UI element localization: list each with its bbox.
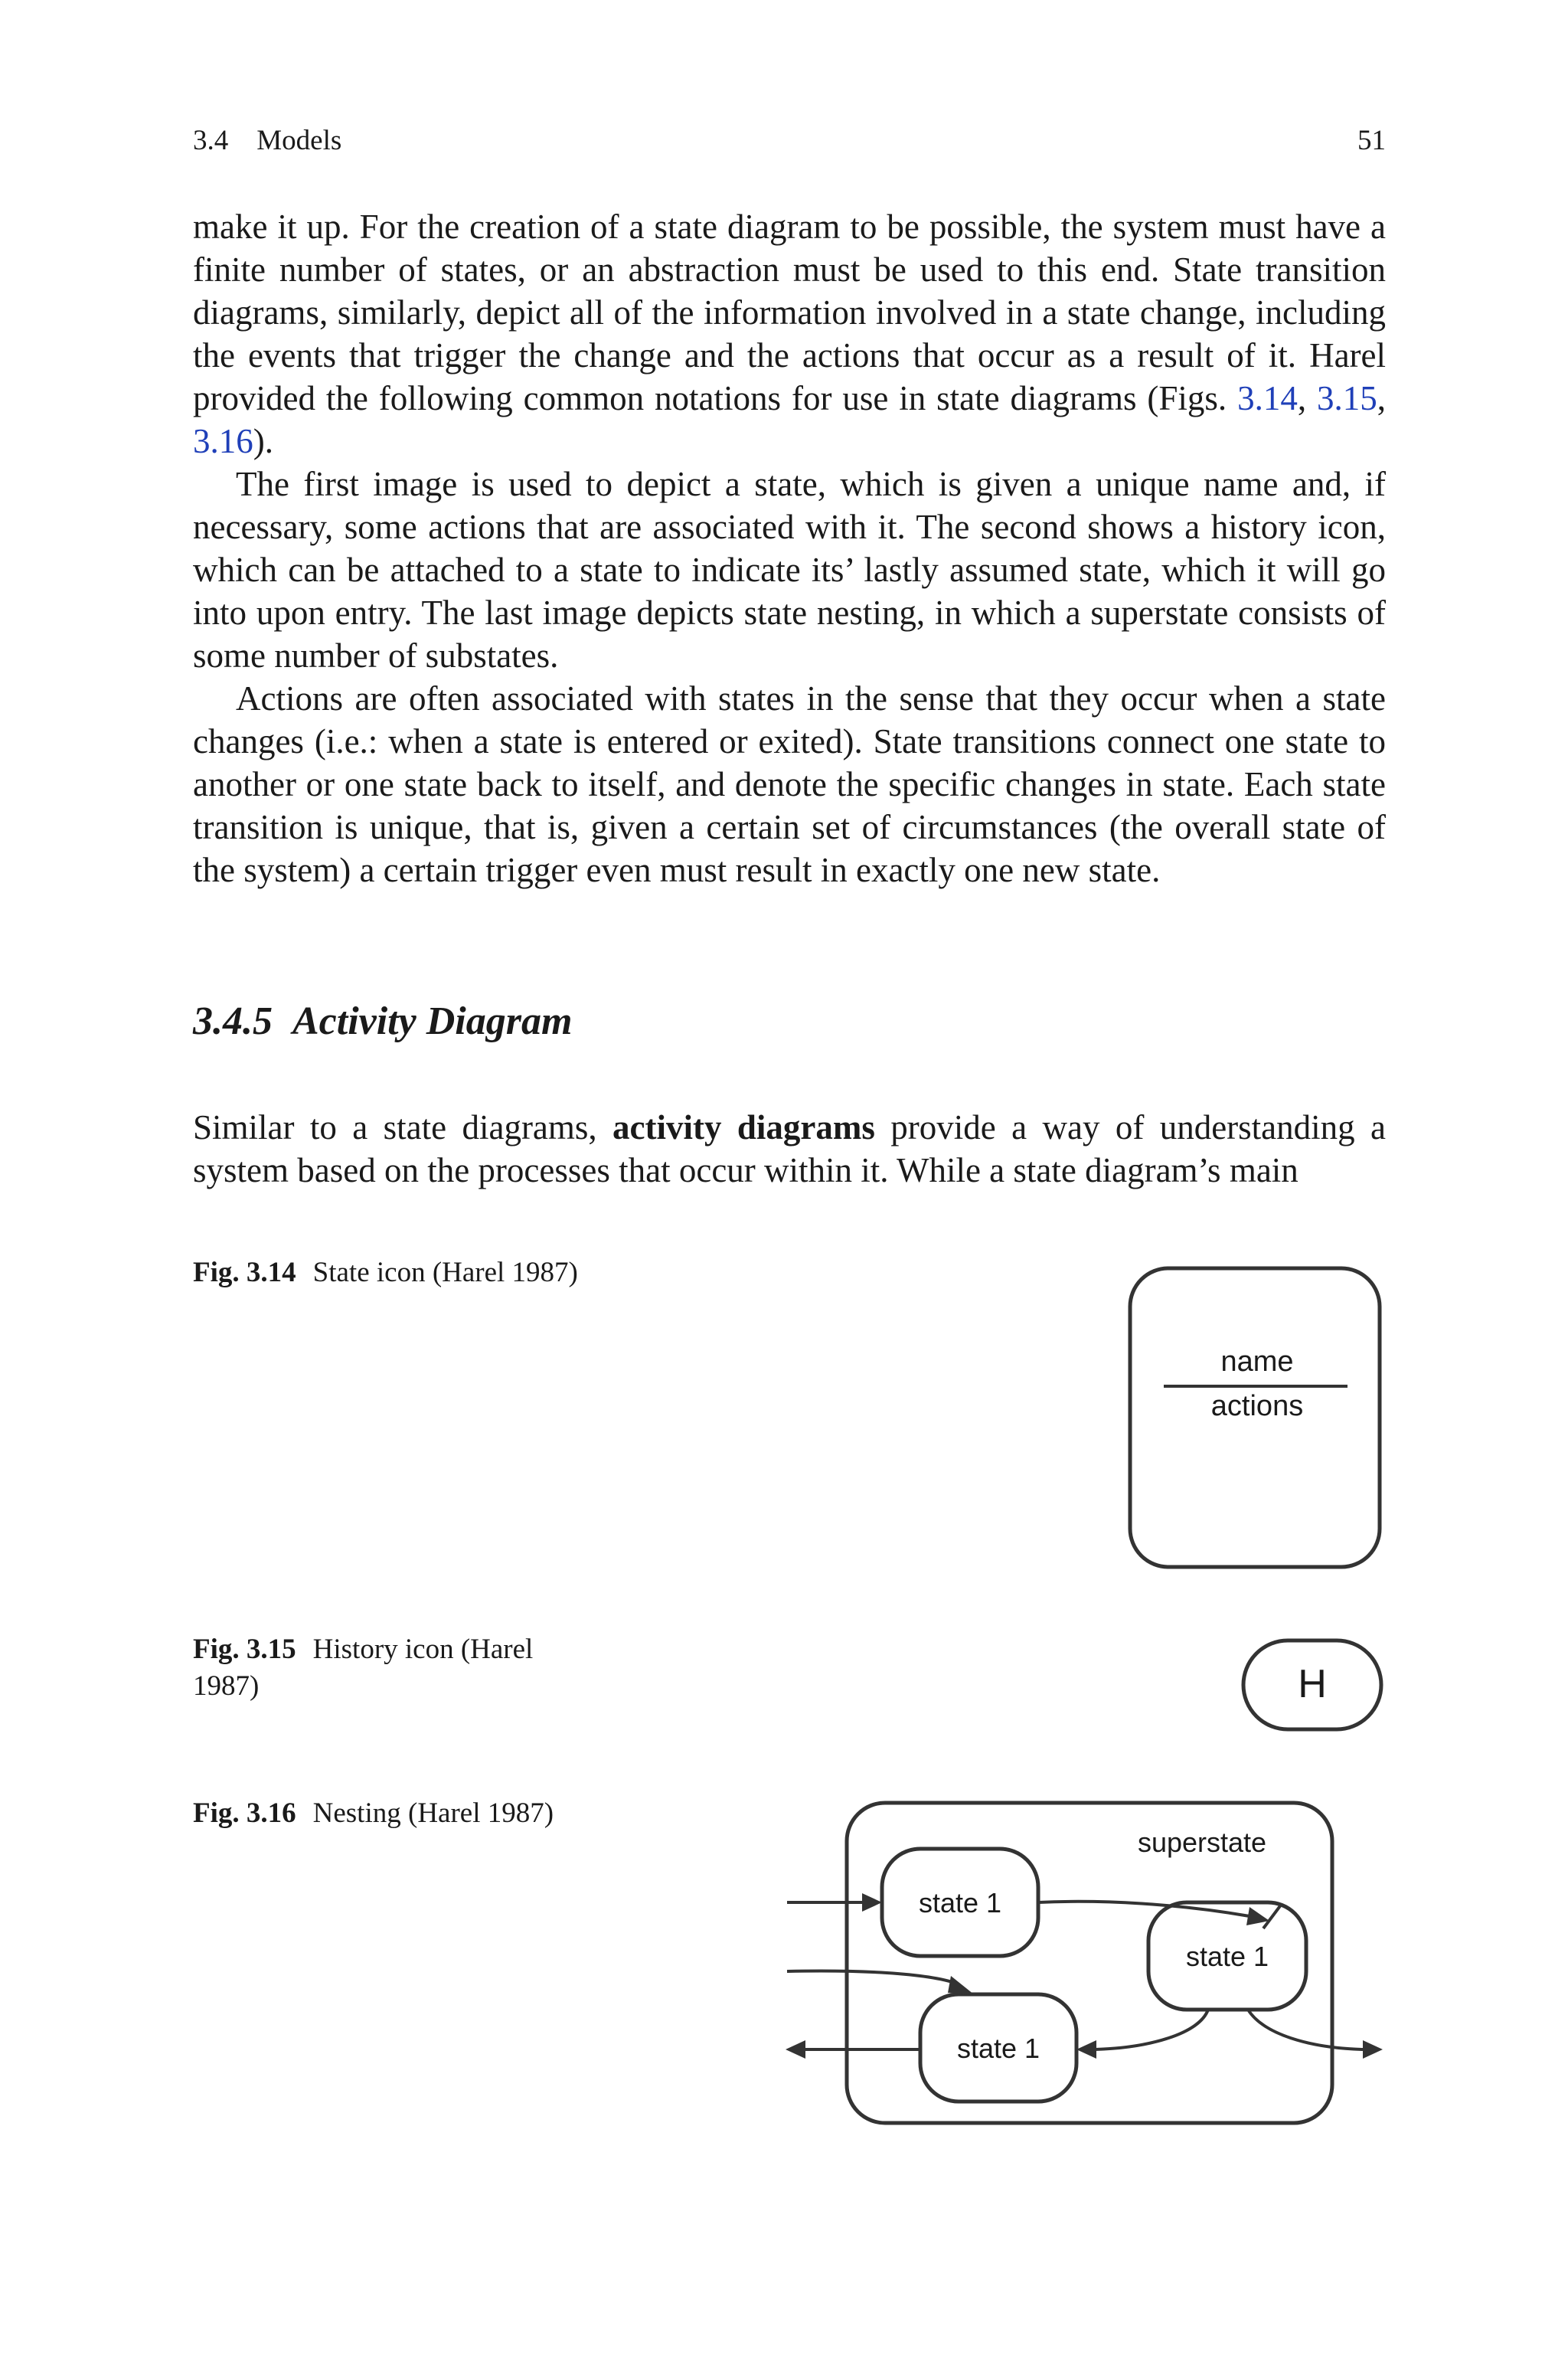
paragraph-4 (193, 1106, 1386, 1192)
running-head-section: 3.4 Models (193, 125, 342, 156)
body-text-top (193, 205, 1386, 891)
paragraph-1-text: make it up. For the creation of a state diagram to be possible, the system must have a finite number of states, or an abstraction must be used to this end. State transition diagrams, similarly, depict all of the information involved in a state change, including the events that trigger the change and the actions that occur as a result of it. Harel provided the following common notations for use in state diagrams (Figs. (193, 208, 1386, 417)
page-number: 51 (1357, 125, 1386, 156)
arrowhead-b-to-c (1076, 2040, 1096, 2059)
paragraph-2: The first image is used to depict a state, which is given a unique name and, if necessary, some actions that are associated with it. The second shows a history icon, which can be attached to a state to indicate its’ lastly assumed state, which it will go into upon entry. The last image depicts state nesting, in which a superstate consists of some number of substates. (193, 465, 1386, 675)
figure-history-icon (1240, 1637, 1386, 1735)
figure-caption-text: History icon (Harel 1987) (193, 1634, 534, 1702)
subsection-title: Activity Diagram (292, 999, 573, 1043)
ref-separator-2: , (1377, 379, 1387, 417)
transition-arrow-into-state-c (787, 1971, 957, 1984)
figure-nesting (773, 1792, 1401, 2137)
subsection-heading (193, 997, 572, 1046)
figure-label: Fig. 3.15 (193, 1634, 296, 1665)
transition-arrow-exit-right (1248, 2010, 1363, 2049)
arrowhead-exit-right (1363, 2040, 1383, 2059)
paragraph-4-pre: Similar to a state diagrams, (193, 1108, 613, 1146)
paragraph-1-end: ). (253, 422, 273, 460)
ref-separator-1: , (1297, 379, 1318, 417)
state-label-a: state 1 (918, 1887, 1002, 1918)
paragraph-4-post: provide a way of understanding a system based on the processes that occur within it. While a state diagram’s main (193, 1108, 1386, 1189)
figure-caption-text: State icon (Harel 1987) (312, 1257, 578, 1288)
figure-caption-text: Nesting (Harel 1987) (312, 1797, 554, 1829)
figure-state-icon (1125, 1264, 1386, 1570)
paragraph-3: Actions are often associated with states in the sense that they occur when a state changes (i.e.: when a state is entered or exited). State transitions connect one state to another or one state back to itself, and denote the specific changes in state. Each state transition is unique, that is, given a certain set of circumstances (the overall state of the system) a certain trigger even must result in exactly one new state. (193, 679, 1386, 889)
figure-label: Fig. 3.16 (193, 1797, 296, 1829)
figure-ref-3-14[interactable]: 3.14 (1237, 379, 1298, 417)
state-actions-label: actions (1210, 1390, 1304, 1422)
figure-caption-3-15 (193, 1631, 591, 1705)
body-text-activity (193, 1106, 1386, 1192)
arrowhead-into-state-c (948, 1976, 974, 1994)
subsection-number: 3.4.5 (193, 999, 273, 1043)
term-activity-diagrams: activity diagrams (612, 1108, 875, 1146)
figure-ref-3-16[interactable]: 3.16 (193, 422, 253, 460)
state-label-b: state 1 (1185, 1941, 1269, 1972)
arrowhead-into-state-a (862, 1893, 882, 1912)
figure-caption-3-16 (193, 1795, 591, 1832)
figure-label: Fig. 3.14 (193, 1257, 296, 1288)
superstate-label: superstate (1137, 1827, 1267, 1858)
figure-caption-3-14 (193, 1254, 591, 1291)
history-h-label: H (1298, 1662, 1327, 1706)
state-label-c: state 1 (956, 2033, 1040, 2064)
arrowhead-exit-left (786, 2040, 805, 2059)
state-name-label: name (1220, 1346, 1294, 1378)
figure-ref-3-15[interactable]: 3.15 (1317, 379, 1377, 417)
paragraph-1 (193, 205, 1386, 463)
transition-arrow-b-to-c (1095, 2010, 1208, 2049)
